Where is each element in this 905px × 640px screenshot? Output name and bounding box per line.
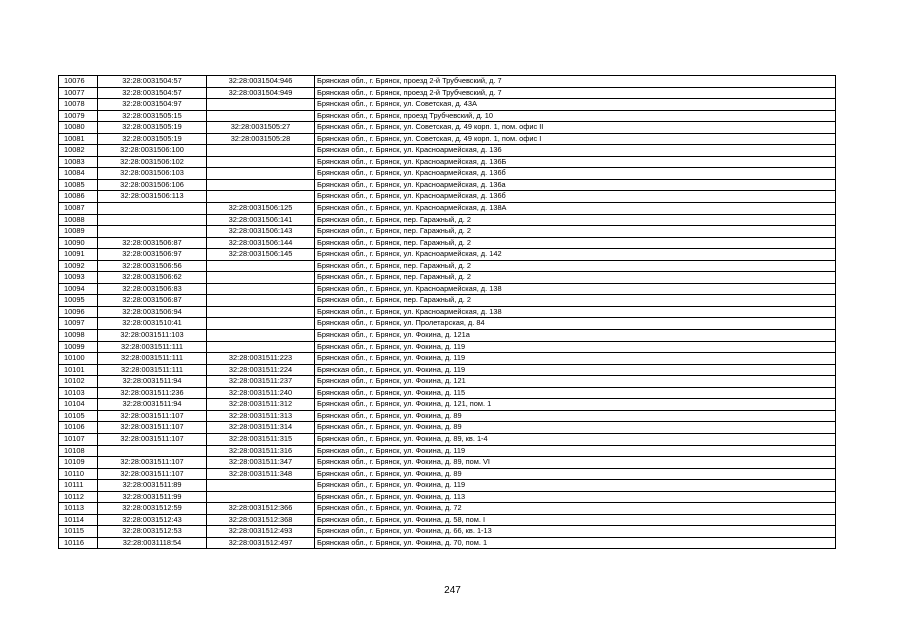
record-number-cell: 10082 (59, 145, 98, 157)
land-plot-cadastral-number-cell: 32:28:0031511:94 (98, 399, 207, 411)
building-cadastral-number-cell (207, 99, 315, 111)
land-plot-cadastral-number-cell: 32:28:0031506:56 (98, 260, 207, 272)
land-plot-cadastral-number-cell: 32:28:0031506:87 (98, 295, 207, 307)
building-cadastral-number-cell (207, 295, 315, 307)
table-row (59, 330, 836, 342)
record-number-cell: 10101 (59, 364, 98, 376)
record-number-cell: 10100 (59, 353, 98, 365)
land-plot-cadastral-number-cell: 32:28:0031504:57 (98, 76, 207, 88)
page-number: 247 (444, 585, 461, 596)
building-cadastral-number-cell: 32:28:0031511:224 (207, 364, 315, 376)
address-cell: Брянская обл., г. Брянск, проезд 2-й Трубчевский, д. 7 (315, 87, 836, 99)
address-cell: Брянская обл., г. Брянск, ул. Красноармейская, д. 142 (315, 249, 836, 261)
address-cell: Брянская обл., г. Брянск, ул. Фокина, д. 66, кв. 1-13 (315, 526, 836, 538)
building-cadastral-number-cell (207, 480, 315, 492)
table-row (59, 99, 836, 111)
table-row (59, 468, 836, 480)
building-cadastral-number-cell (207, 491, 315, 503)
record-number-cell: 10114 (59, 514, 98, 526)
building-cadastral-number-cell: 32:28:0031511:312 (207, 399, 315, 411)
table-row (59, 387, 836, 399)
table-row (59, 318, 836, 330)
record-number-cell: 10095 (59, 295, 98, 307)
address-cell: Брянская обл., г. Брянск, ул. Красноармейская, д. 138 (315, 283, 836, 295)
record-number-cell: 10104 (59, 399, 98, 411)
building-cadastral-number-cell: 32:28:0031505:27 (207, 122, 315, 134)
building-cadastral-number-cell: 32:28:0031512:366 (207, 503, 315, 515)
building-cadastral-number-cell: 32:28:0031511:316 (207, 445, 315, 457)
land-plot-cadastral-number-cell (98, 445, 207, 457)
address-cell: Брянская обл., г. Брянск, ул. Фокина, д. 119 (315, 445, 836, 457)
building-cadastral-number-cell: 32:28:0031504:946 (207, 76, 315, 88)
land-plot-cadastral-number-cell: 32:28:0031511:107 (98, 468, 207, 480)
address-cell: Брянская обл., г. Брянск, ул. Советская, д. 49 корп. 1, пом. офис I (315, 133, 836, 145)
address-cell: Брянская обл., г. Брянск, пер. Гаражный, д. 2 (315, 272, 836, 284)
address-cell: Брянская обл., г. Брянск, ул. Фокина, д. 89 (315, 410, 836, 422)
record-number-cell: 10087 (59, 203, 98, 215)
record-number-cell: 10079 (59, 110, 98, 122)
registry-table (58, 75, 836, 549)
address-cell: Брянская обл., г. Брянск, ул. Фокина, д. 70, пом. 1 (315, 537, 836, 549)
building-cadastral-number-cell: 32:28:0031511:314 (207, 422, 315, 434)
record-number-cell: 10099 (59, 341, 98, 353)
building-cadastral-number-cell (207, 306, 315, 318)
land-plot-cadastral-number-cell: 32:28:0031511:107 (98, 422, 207, 434)
address-cell: Брянская обл., г. Брянск, ул. Фокина, д. 89 (315, 468, 836, 480)
building-cadastral-number-cell (207, 145, 315, 157)
table-row (59, 76, 836, 88)
record-number-cell: 10102 (59, 376, 98, 388)
land-plot-cadastral-number-cell: 32:28:0031504:57 (98, 87, 207, 99)
record-number-cell: 10078 (59, 99, 98, 111)
table-row (59, 364, 836, 376)
table-row (59, 399, 836, 411)
building-cadastral-number-cell (207, 260, 315, 272)
table-row (59, 503, 836, 515)
land-plot-cadastral-number-cell (98, 214, 207, 226)
address-cell: Брянская обл., г. Брянск, ул. Пролетарская, д. 84 (315, 318, 836, 330)
table-row (59, 249, 836, 261)
building-cadastral-number-cell: 32:28:0031511:315 (207, 433, 315, 445)
table-row (59, 156, 836, 168)
table-row (59, 306, 836, 318)
building-cadastral-number-cell: 32:28:0031511:347 (207, 457, 315, 469)
building-cadastral-number-cell: 32:28:0031511:237 (207, 376, 315, 388)
building-cadastral-number-cell: 32:28:0031506:144 (207, 237, 315, 249)
record-number-cell: 10107 (59, 433, 98, 445)
table-row (59, 433, 836, 445)
address-cell: Брянская обл., г. Брянск, ул. Фокина, д. 89, кв. 1-4 (315, 433, 836, 445)
address-cell: Брянская обл., г. Брянск, ул. Красноармейская, д. 136б (315, 168, 836, 180)
table-row (59, 179, 836, 191)
record-number-cell: 10106 (59, 422, 98, 434)
land-plot-cadastral-number-cell: 32:28:0031118:54 (98, 537, 207, 549)
table-row (59, 226, 836, 238)
building-cadastral-number-cell: 32:28:0031512:493 (207, 526, 315, 538)
building-cadastral-number-cell (207, 341, 315, 353)
building-cadastral-number-cell: 32:28:0031511:313 (207, 410, 315, 422)
address-cell: Брянская обл., г. Брянск, ул. Красноармейская, д. 138 (315, 306, 836, 318)
building-cadastral-number-cell (207, 179, 315, 191)
address-cell: Брянская обл., г. Брянск, ул. Фокина, д. 89 (315, 422, 836, 434)
land-plot-cadastral-number-cell: 32:28:0031511:103 (98, 330, 207, 342)
table-row (59, 260, 836, 272)
land-plot-cadastral-number-cell: 32:28:0031511:99 (98, 491, 207, 503)
address-cell: Брянская обл., г. Брянск, ул. Фокина, д. 119 (315, 341, 836, 353)
land-plot-cadastral-number-cell: 32:28:0031510:41 (98, 318, 207, 330)
address-cell: Брянская обл., г. Брянск, ул. Красноармейская, д. 136б (315, 191, 836, 203)
record-number-cell: 10098 (59, 330, 98, 342)
building-cadastral-number-cell: 32:28:0031506:125 (207, 203, 315, 215)
table-row (59, 110, 836, 122)
land-plot-cadastral-number-cell: 32:28:0031506:106 (98, 179, 207, 191)
record-number-cell: 10088 (59, 214, 98, 226)
building-cadastral-number-cell (207, 156, 315, 168)
table-row (59, 214, 836, 226)
table-row (59, 272, 836, 284)
record-number-cell: 10111 (59, 480, 98, 492)
record-number-cell: 10086 (59, 191, 98, 203)
table-row (59, 191, 836, 203)
land-plot-cadastral-number-cell: 32:28:0031512:59 (98, 503, 207, 515)
record-number-cell: 10089 (59, 226, 98, 238)
table-row (59, 514, 836, 526)
land-plot-cadastral-number-cell: 32:28:0031511:89 (98, 480, 207, 492)
building-cadastral-number-cell: 32:28:0031511:223 (207, 353, 315, 365)
land-plot-cadastral-number-cell: 32:28:0031505:15 (98, 110, 207, 122)
table-row (59, 87, 836, 99)
record-number-cell: 10094 (59, 283, 98, 295)
building-cadastral-number-cell: 32:28:0031512:497 (207, 537, 315, 549)
land-plot-cadastral-number-cell: 32:28:0031511:111 (98, 353, 207, 365)
table-row (59, 168, 836, 180)
address-cell: Брянская обл., г. Брянск, ул. Советская, д. 49 корп. 1, пом. офис II (315, 122, 836, 134)
address-cell: Брянская обл., г. Брянск, проезд Трубчевский, д. 10 (315, 110, 836, 122)
table-row (59, 526, 836, 538)
table-row (59, 445, 836, 457)
building-cadastral-number-cell: 32:28:0031511:348 (207, 468, 315, 480)
table-row (59, 145, 836, 157)
address-cell: Брянская обл., г. Брянск, ул. Фокина, д. 119 (315, 364, 836, 376)
building-cadastral-number-cell: 32:28:0031505:28 (207, 133, 315, 145)
building-cadastral-number-cell (207, 168, 315, 180)
land-plot-cadastral-number-cell: 32:28:0031511:107 (98, 433, 207, 445)
record-number-cell: 10108 (59, 445, 98, 457)
land-plot-cadastral-number-cell: 32:28:0031506:113 (98, 191, 207, 203)
address-cell: Брянская обл., г. Брянск, пер. Гаражный, д. 2 (315, 260, 836, 272)
building-cadastral-number-cell (207, 272, 315, 284)
address-cell: Брянская обл., г. Брянск, ул. Красноармейская, д. 138А (315, 203, 836, 215)
land-plot-cadastral-number-cell: 32:28:0031506:100 (98, 145, 207, 157)
building-cadastral-number-cell (207, 110, 315, 122)
land-plot-cadastral-number-cell: 32:28:0031506:83 (98, 283, 207, 295)
record-number-cell: 10103 (59, 387, 98, 399)
land-plot-cadastral-number-cell: 32:28:0031511:111 (98, 341, 207, 353)
land-plot-cadastral-number-cell: 32:28:0031511:94 (98, 376, 207, 388)
land-plot-cadastral-number-cell (98, 226, 207, 238)
table-row (59, 203, 836, 215)
address-cell: Брянская обл., г. Брянск, ул. Фокина, д. 119 (315, 480, 836, 492)
record-number-cell: 10077 (59, 87, 98, 99)
address-cell: Брянская обл., г. Брянск, ул. Фокина, д. 115 (315, 387, 836, 399)
land-plot-cadastral-number-cell: 32:28:0031506:97 (98, 249, 207, 261)
address-cell: Брянская обл., г. Брянск, ул. Фокина, д. 113 (315, 491, 836, 503)
land-plot-cadastral-number-cell: 32:28:0031506:102 (98, 156, 207, 168)
table-row (59, 283, 836, 295)
address-cell: Брянская обл., г. Брянск, ул. Фокина, д. 89, пом. VI (315, 457, 836, 469)
land-plot-cadastral-number-cell: 32:28:0031506:62 (98, 272, 207, 284)
table-row (59, 376, 836, 388)
address-cell: Брянская обл., г. Брянск, ул. Фокина, д. 58, пом. I (315, 514, 836, 526)
record-number-cell: 10105 (59, 410, 98, 422)
record-number-cell: 10091 (59, 249, 98, 261)
table-row (59, 237, 836, 249)
record-number-cell: 10084 (59, 168, 98, 180)
address-cell: Брянская обл., г. Брянск, ул. Красноармейская, д. 136Б (315, 156, 836, 168)
address-cell: Брянская обл., г. Брянск, ул. Фокина, д. 119 (315, 353, 836, 365)
record-number-cell: 10090 (59, 237, 98, 249)
building-cadastral-number-cell: 32:28:0031506:143 (207, 226, 315, 238)
record-number-cell: 10076 (59, 76, 98, 88)
land-plot-cadastral-number-cell: 32:28:0031506:87 (98, 237, 207, 249)
table-row (59, 133, 836, 145)
record-number-cell: 10080 (59, 122, 98, 134)
land-plot-cadastral-number-cell: 32:28:0031511:111 (98, 364, 207, 376)
address-cell: Брянская обл., г. Брянск, ул. Красноармейская, д. 136а (315, 179, 836, 191)
table-row (59, 422, 836, 434)
table-row (59, 480, 836, 492)
land-plot-cadastral-number-cell: 32:28:0031511:107 (98, 410, 207, 422)
building-cadastral-number-cell: 32:28:0031511:240 (207, 387, 315, 399)
land-plot-cadastral-number-cell: 32:28:0031512:53 (98, 526, 207, 538)
building-cadastral-number-cell: 32:28:0031512:368 (207, 514, 315, 526)
building-cadastral-number-cell: 32:28:0031504:949 (207, 87, 315, 99)
land-plot-cadastral-number-cell: 32:28:0031511:107 (98, 457, 207, 469)
land-plot-cadastral-number-cell: 32:28:0031505:19 (98, 122, 207, 134)
land-plot-cadastral-number-cell: 32:28:0031512:43 (98, 514, 207, 526)
building-cadastral-number-cell (207, 330, 315, 342)
land-plot-cadastral-number-cell: 32:28:0031505:19 (98, 133, 207, 145)
building-cadastral-number-cell: 32:28:0031506:145 (207, 249, 315, 261)
record-number-cell: 10115 (59, 526, 98, 538)
land-plot-cadastral-number-cell: 32:28:0031504:97 (98, 99, 207, 111)
table-row (59, 295, 836, 307)
address-cell: Брянская обл., г. Брянск, ул. Советская, д. 43А (315, 99, 836, 111)
record-number-cell: 10109 (59, 457, 98, 469)
table-row (59, 353, 836, 365)
table-row (59, 491, 836, 503)
table-row (59, 410, 836, 422)
land-plot-cadastral-number-cell: 32:28:0031506:103 (98, 168, 207, 180)
land-plot-cadastral-number-cell: 32:28:0031511:236 (98, 387, 207, 399)
record-number-cell: 10093 (59, 272, 98, 284)
registry-table-body (59, 76, 836, 549)
table-row (59, 341, 836, 353)
record-number-cell: 10085 (59, 179, 98, 191)
table-row (59, 457, 836, 469)
building-cadastral-number-cell: 32:28:0031506:141 (207, 214, 315, 226)
address-cell: Брянская обл., г. Брянск, ул. Фокина, д. 121 (315, 376, 836, 388)
address-cell: Брянская обл., г. Брянск, ул. Фокина, д. 121, пом. 1 (315, 399, 836, 411)
record-number-cell: 10113 (59, 503, 98, 515)
address-cell: Брянская обл., г. Брянск, ул. Красноармейская, д. 136 (315, 145, 836, 157)
address-cell: Брянская обл., г. Брянск, пер. Гаражный, д. 2 (315, 214, 836, 226)
building-cadastral-number-cell (207, 191, 315, 203)
record-number-cell: 10112 (59, 491, 98, 503)
record-number-cell: 10097 (59, 318, 98, 330)
address-cell: Брянская обл., г. Брянск, ул. Фокина, д. 72 (315, 503, 836, 515)
record-number-cell: 10110 (59, 468, 98, 480)
record-number-cell: 10116 (59, 537, 98, 549)
record-number-cell: 10096 (59, 306, 98, 318)
address-cell: Брянская обл., г. Брянск, ул. Фокина, д. 121а (315, 330, 836, 342)
record-number-cell: 10083 (59, 156, 98, 168)
address-cell: Брянская обл., г. Брянск, пер. Гаражный, д. 2 (315, 237, 836, 249)
address-cell: Брянская обл., г. Брянск, проезд 2-й Трубчевский, д. 7 (315, 76, 836, 88)
table-row (59, 122, 836, 134)
building-cadastral-number-cell (207, 283, 315, 295)
record-number-cell: 10092 (59, 260, 98, 272)
table-row (59, 537, 836, 549)
address-cell: Брянская обл., г. Брянск, пер. Гаражный, д. 2 (315, 226, 836, 238)
land-plot-cadastral-number-cell (98, 203, 207, 215)
record-number-cell: 10081 (59, 133, 98, 145)
building-cadastral-number-cell (207, 318, 315, 330)
land-plot-cadastral-number-cell: 32:28:0031506:94 (98, 306, 207, 318)
address-cell: Брянская обл., г. Брянск, пер. Гаражный, д. 2 (315, 295, 836, 307)
